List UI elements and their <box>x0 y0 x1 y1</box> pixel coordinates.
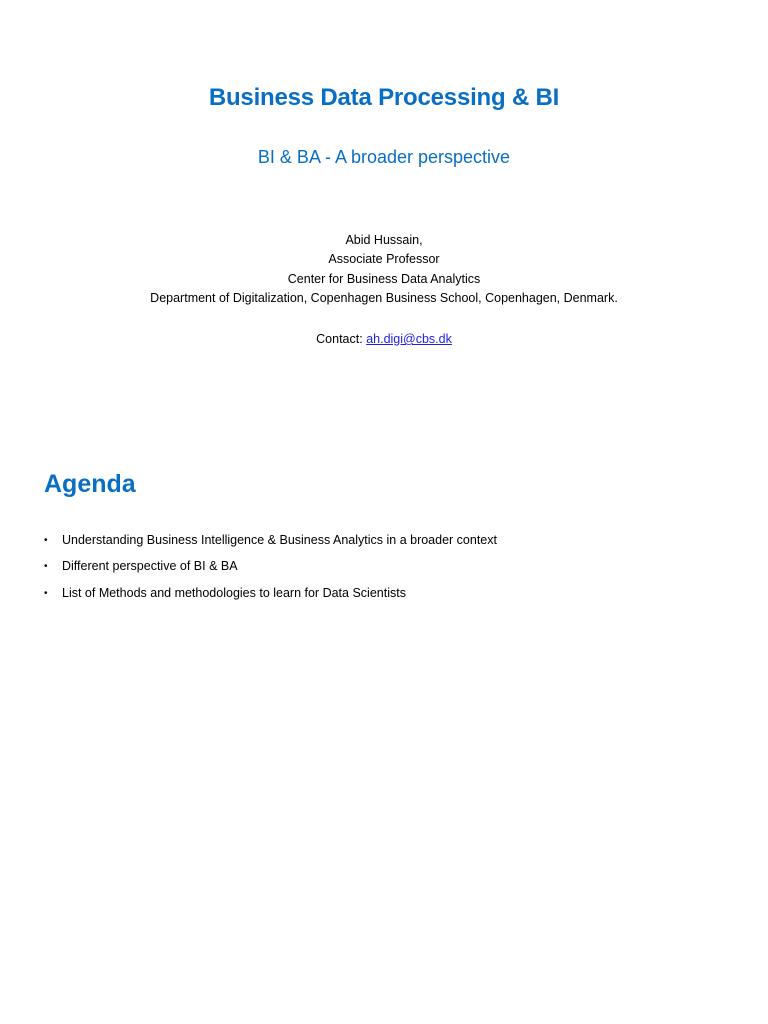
bullet-icon: • <box>44 561 48 573</box>
author-name: Abid Hussain, <box>345 233 423 247</box>
agenda-item <box>44 557 497 583</box>
document-subtitle: BI & BA - A broader perspective <box>257 147 511 167</box>
author-position: Associate Professor <box>328 252 440 267</box>
document-title: Business Data Processing & BI <box>208 84 560 111</box>
agenda-item <box>44 584 497 610</box>
bullet-icon: • <box>44 535 48 546</box>
author-center: Center for Business Data Analytics <box>287 271 481 286</box>
agenda-item <box>44 531 497 557</box>
agenda-item-text: Different perspective of BI & BA <box>62 559 238 574</box>
agenda-item-text: Understanding Business Intelligence & Business Analytics in a broader context <box>62 533 497 547</box>
agenda-list <box>44 531 497 610</box>
agenda-item-text: List of Methods and methodologies to learn for Data Scientists <box>62 585 406 600</box>
contact-label: Contact: <box>316 332 367 346</box>
author-block <box>0 231 768 308</box>
bullet-icon: • <box>44 587 48 599</box>
contact-line <box>0 330 768 349</box>
author-department: Department of Digitalization, Copenhagen Business School, Copenhagen, Denmark. <box>150 290 618 305</box>
contact-email-link[interactable]: ah.digi@cbs.dk <box>366 332 452 346</box>
agenda-heading: Agenda <box>44 470 136 498</box>
